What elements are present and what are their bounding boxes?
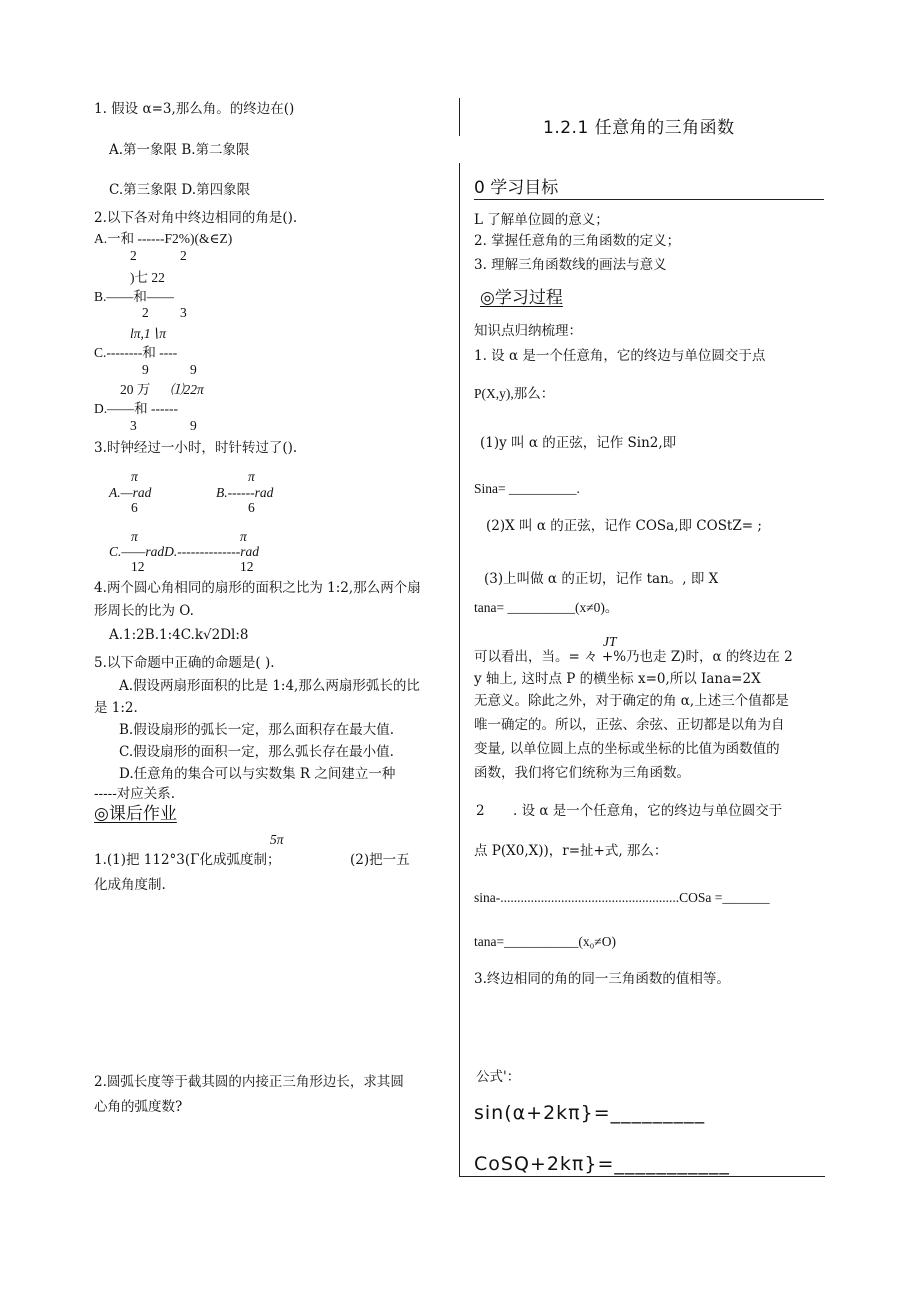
- q4-options: A.1:2B.1:4C.k√2Dl:8: [109, 627, 249, 643]
- q5-option-b: B.假设扇形的弧长一定，那么面积存在最大值.: [119, 722, 395, 738]
- point1-cos-def: (2)X 叫 α 的正弦，记作 COSa,即 COStZ= ;: [486, 518, 762, 534]
- q5-option-d-line1: D.任意角的集合可以与实数集 R 之间建立一种: [119, 766, 396, 782]
- q3-c-num: π: [131, 529, 138, 544]
- q3-stem: 3.时钟经过一小时，时针转过了().: [94, 440, 298, 456]
- q3-b-num: π: [248, 469, 255, 484]
- q2-a-den2: 2: [180, 248, 187, 263]
- q2-option-a: A.一和 ------F2%)(&∈Z): [94, 231, 233, 246]
- q2-option-d: D.——和 ------: [94, 401, 178, 416]
- summary-label: 知识点归纳梳理：: [474, 323, 582, 339]
- point2-line1: 可以看出，当。= 々 +%乃也走 Z)时，α 的终边在 2: [474, 649, 793, 665]
- point2-line3: 无意义。除此之外，对于确定的角 α,上述三个值都是: [474, 693, 789, 709]
- goal-item: 3. 理解三角函数线的画法与意义: [474, 257, 667, 273]
- q3-d-num: π: [240, 529, 247, 544]
- q3-option-a: A.—rad: [109, 485, 152, 500]
- homework-q1-line2: 化成角度制.: [94, 877, 166, 893]
- q2-d-num1: 20 万: [120, 382, 151, 397]
- point1-line1: 1. 设 α 是一个任意角，它的终边与单位圆交于点: [474, 348, 766, 364]
- q4-stem-line2: 形周长的比为 O.: [94, 603, 194, 619]
- goals-heading: 0 学习目标: [474, 178, 559, 198]
- q2-d-den2: 9: [190, 418, 197, 433]
- column-divider-line: [459, 163, 460, 1177]
- goal-item: 2. 掌握任意角的三角函数的定义；: [474, 233, 681, 249]
- point3-tan: tana=___________(x₀≠O): [474, 934, 616, 949]
- q1-options-cd: C.第三象限 D.第四象限: [109, 182, 251, 198]
- q3-option-b: B.------rad: [216, 485, 274, 500]
- bottom-rule: [459, 1176, 825, 1177]
- point3-number: 2: [476, 803, 485, 819]
- goals-heading-rule: [474, 199, 824, 200]
- homework-q1-part2: (2)把一五: [350, 852, 410, 868]
- homework-q1-sup: 5π: [270, 832, 284, 847]
- process-heading: ◎学习过程: [480, 288, 563, 308]
- homework-q2-line1: 2.圆弧长度等于截其圆的内接正三角形边长，求其圆: [94, 1074, 404, 1090]
- point2-sup: JT: [603, 634, 617, 649]
- q2-stem: 2.以下各对角中终边相同的角是().: [94, 210, 298, 226]
- q2-c-num: lπ,1∖π: [130, 326, 166, 341]
- q3-b-den: 6: [248, 500, 255, 515]
- point1-tan-eq: tana= __________(x≠0)。: [474, 600, 619, 615]
- q2-a-den1: 2: [130, 248, 137, 263]
- homework-q2-line2: 心角的弧度数?: [94, 1099, 183, 1115]
- q3-options-cd: C.——radD.--------------rad: [109, 544, 259, 559]
- point1-sin-eq: Sina= __________.: [474, 481, 580, 496]
- page-title: 1.2.1 任意角的三角函数: [543, 118, 735, 138]
- q5-option-c: C.假设扇形的面积一定，那么弧长存在最小值.: [119, 744, 394, 760]
- point3-sin-cos: sina-.....................................................COSa =_______: [474, 890, 770, 905]
- q2-b-den2: 3: [180, 305, 187, 320]
- q5-option-d-line2: -----对应关系.: [94, 786, 176, 802]
- q2-d-den1: 3: [130, 418, 137, 433]
- q5-option-a-line1: A.假设两扇形面积的比是 1:4,那么两扇形弧长的比: [119, 678, 420, 694]
- point2-line4: 唯一确定的。所以，正弦、余弦、正切都是以角为自: [474, 717, 785, 733]
- point1-sin-def: (1)y 叫 α 的正弦，记作 Sin2,即: [480, 435, 677, 451]
- formula-cos: CoSQ+2kπ}=___________: [474, 1153, 730, 1175]
- point1-tan-def: (3)上叫做 α 的正切，记作 tan。, 即 X: [484, 571, 719, 587]
- point4-line: 3.终边相同的角的同一三角函数的值相等。: [474, 971, 730, 987]
- q3-d-den: 12: [240, 559, 254, 574]
- q5-stem: 5.以下命题中正确的命题是( ).: [94, 655, 275, 671]
- q2-b-den1: 2: [142, 305, 149, 320]
- q4-stem-line1: 4.两个圆心角相同的扇形的面积之比为 1:2,那么两个扇: [94, 580, 421, 596]
- q1-stem: 1. 假设 α=3,那么角。的终边在(): [94, 101, 295, 117]
- homework-q1-line1: 1.(1)把 112°3(Γ化成弧度制；: [94, 852, 281, 868]
- q2-c-den2: 9: [190, 362, 197, 377]
- q2-c-den1: 9: [142, 362, 149, 377]
- point2-line2: y 轴上, 这时点 P 的横坐标 x=0,所以 Iana=2X: [474, 671, 761, 687]
- q3-a-den: 6: [131, 500, 138, 515]
- q5-option-a-line2: 是 1:2.: [94, 700, 138, 716]
- point2-line5: 变量, 以单位圆上点的坐标或坐标的比值为函数值的: [474, 741, 780, 757]
- goal-item: L 了解单位圆的意义；: [474, 212, 609, 228]
- homework-heading: ◎课后作业: [94, 804, 177, 824]
- q2-option-c: C.--------和 ----: [94, 345, 178, 360]
- title-divider-line: [459, 98, 460, 136]
- formula-sin: sin(α+2kπ}=_________: [474, 1102, 706, 1124]
- point1-line2: P(X,y),那么：: [474, 386, 555, 401]
- point3-line2: 点 P(X0,X))，r=扯+式, 那么：: [474, 843, 668, 859]
- point2-line6: 函数，我们将它们统称为三角函数。: [474, 765, 690, 781]
- q3-c-den: 12: [131, 559, 145, 574]
- q2-option-b: B.——和——: [94, 289, 174, 304]
- q3-a-num: π: [131, 469, 138, 484]
- formula-label: 公式'：: [476, 1069, 521, 1085]
- q2-b-num: )七 22: [130, 270, 165, 285]
- q2-d-num2: ⑴22π: [170, 382, 204, 397]
- q1-options-ab: A.第一象限 B.第二象限: [109, 142, 250, 158]
- point3-line1: . 设 α 是一个任意角，它的终边与单位圆交于: [513, 803, 783, 819]
